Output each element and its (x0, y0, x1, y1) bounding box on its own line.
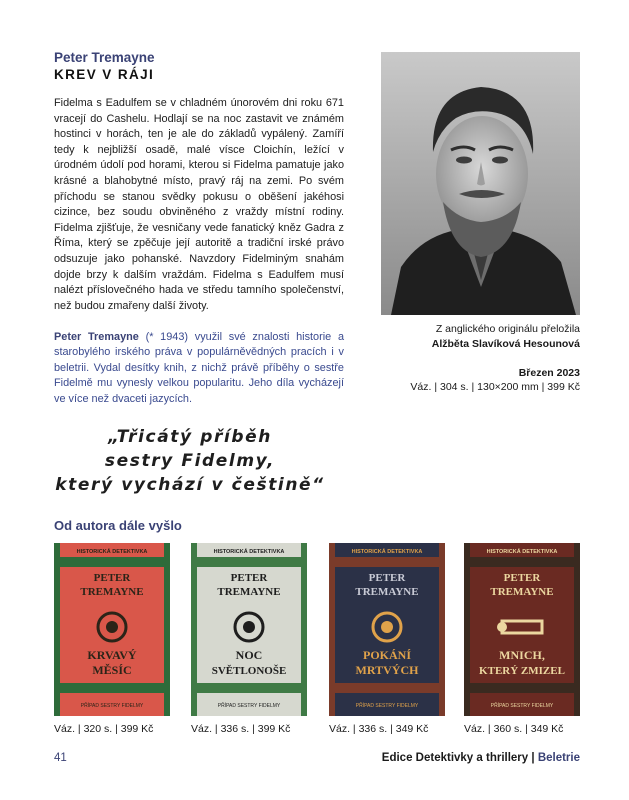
cover-author-2: TREMAYNE (217, 586, 281, 598)
cover-footer: PŘÍPAD SESTRY FIDELMY (490, 703, 554, 709)
cover-author-1: PETER (230, 572, 268, 584)
page-number: 41 (54, 752, 67, 764)
category-label: Beletrie (537, 752, 580, 764)
cover-title-1: NOC (235, 648, 263, 662)
cover-title-1: POKÁNÍ (363, 648, 411, 662)
author-photo (381, 52, 580, 315)
cover-author-1: PETER (368, 572, 406, 584)
pull-quote (40, 425, 340, 497)
quote-line-1: „Třicátý příběh (108, 427, 272, 447)
cover-title-1: MNICH, (499, 648, 545, 662)
cover-series: HISTORICKÁ DETEKTIVKA (76, 549, 148, 555)
author-name: Peter Tremayne (54, 50, 155, 65)
author-bio-text: (* 1943) využil své znalosti historie a starobylého irského práva v populárněvědných pracích i v beletrii. Vydal desítky knih, z nichž právě příběhy o sestře Fidelmě mu vynesly velkou popularitu. Jeho díla vycházejí ve více než dvaceti jazycích. (54, 331, 345, 405)
cover-series: HISTORICKÁ DETEKTIVKA (486, 549, 558, 555)
translator-name: Alžběta Slavíková Hesounová (431, 337, 580, 350)
cover-author-2: TREMAYNE (80, 586, 144, 598)
cover-title-2: MRTVÝCH (355, 663, 419, 677)
quote-line-3: který vychází v češtině“ (55, 475, 325, 495)
book-cover (54, 543, 170, 716)
cover-title-2: KTERÝ ZMIZEL (479, 665, 565, 677)
book-title: KREV V RÁJI (54, 67, 155, 82)
book-cover (191, 543, 307, 716)
book-specs-1: Váz. | 320 s. | 399 Kč (54, 723, 154, 735)
book-specs-3: Váz. | 336 s. | 349 Kč (329, 723, 429, 735)
cover-series: HISTORICKÁ DETEKTIVKA (213, 549, 285, 555)
release-date: Březen 2023 (518, 367, 580, 379)
cover-footer: PŘÍPAD SESTRY FIDELMY (217, 703, 281, 709)
book-cover (329, 543, 445, 716)
author-bio (54, 330, 344, 407)
cover-title-2: SVĚTLONOŠE (211, 665, 287, 677)
book-specs: Váz. | 304 s. | 130×200 mm | 399 Kč (410, 381, 580, 393)
book-specs-2: Váz. | 336 s. | 399 Kč (191, 723, 291, 735)
edition-name: Edice Detektivky a thrillery (381, 752, 529, 764)
also-by-author-heading: Od autora dále vyšlo (54, 518, 182, 533)
author-bio-name: Peter Tremayne (54, 331, 139, 343)
quote-line-2: sestry Fidelmy, (104, 451, 276, 471)
book-cover (464, 543, 580, 716)
cover-title-2: MĚSÍC (92, 663, 132, 677)
cover-author-1: PETER (93, 572, 131, 584)
cover-series: HISTORICKÁ DETEKTIVKA (351, 549, 423, 555)
translation-credits (381, 322, 580, 351)
footer-separator: | (531, 752, 535, 764)
book-description: Fidelma s Eadulfem se v chladném únorovém dni roku 671 vracejí do Cashelu. Hodlají se na noc zastavit ve známém hostinci v horách, ten je ale do základů vypálený. Zamíří tedy k nejbližší osadě, malé vísce Cloichín, ležící v úrodném údolí pod horami, kterou si Fidelma pamatuje jako krásné a blahobytné místo, pravý ráj na zemi. Po svém příchodu se stanou svědky pokusu o oběšení jakéhosi cizince, bez soudu obviněného z vraždy místní rodiny. Fidelma zjišťuje, že vesničany vede fanatický kněz Gadra z Říma, který se zpěčuje její autoritě a tradiční irské právo odsuzuje jako pohanské. Navzdory Fidelminým snahám dojde brzy k dalším vraždám. Fidelma s Eadulfem musí nalézt příslovečného hada ve středu tamního společenství, než budou zmařeny další životy. (54, 97, 344, 312)
cover-author-1: PETER (503, 572, 541, 584)
cover-author-2: TREMAYNE (490, 586, 554, 598)
cover-footer: PŘÍPAD SESTRY FIDELMY (355, 703, 419, 709)
cover-footer: PŘÍPAD SESTRY FIDELMY (80, 703, 144, 709)
cover-author-2: TREMAYNE (355, 586, 419, 598)
cover-title-1: KRVAVÝ (87, 648, 137, 662)
edition-footer (300, 752, 580, 764)
book-specs-4: Váz. | 360 s. | 349 Kč (464, 723, 564, 735)
translation-note: Z anglického originálu přeložila (435, 323, 580, 335)
